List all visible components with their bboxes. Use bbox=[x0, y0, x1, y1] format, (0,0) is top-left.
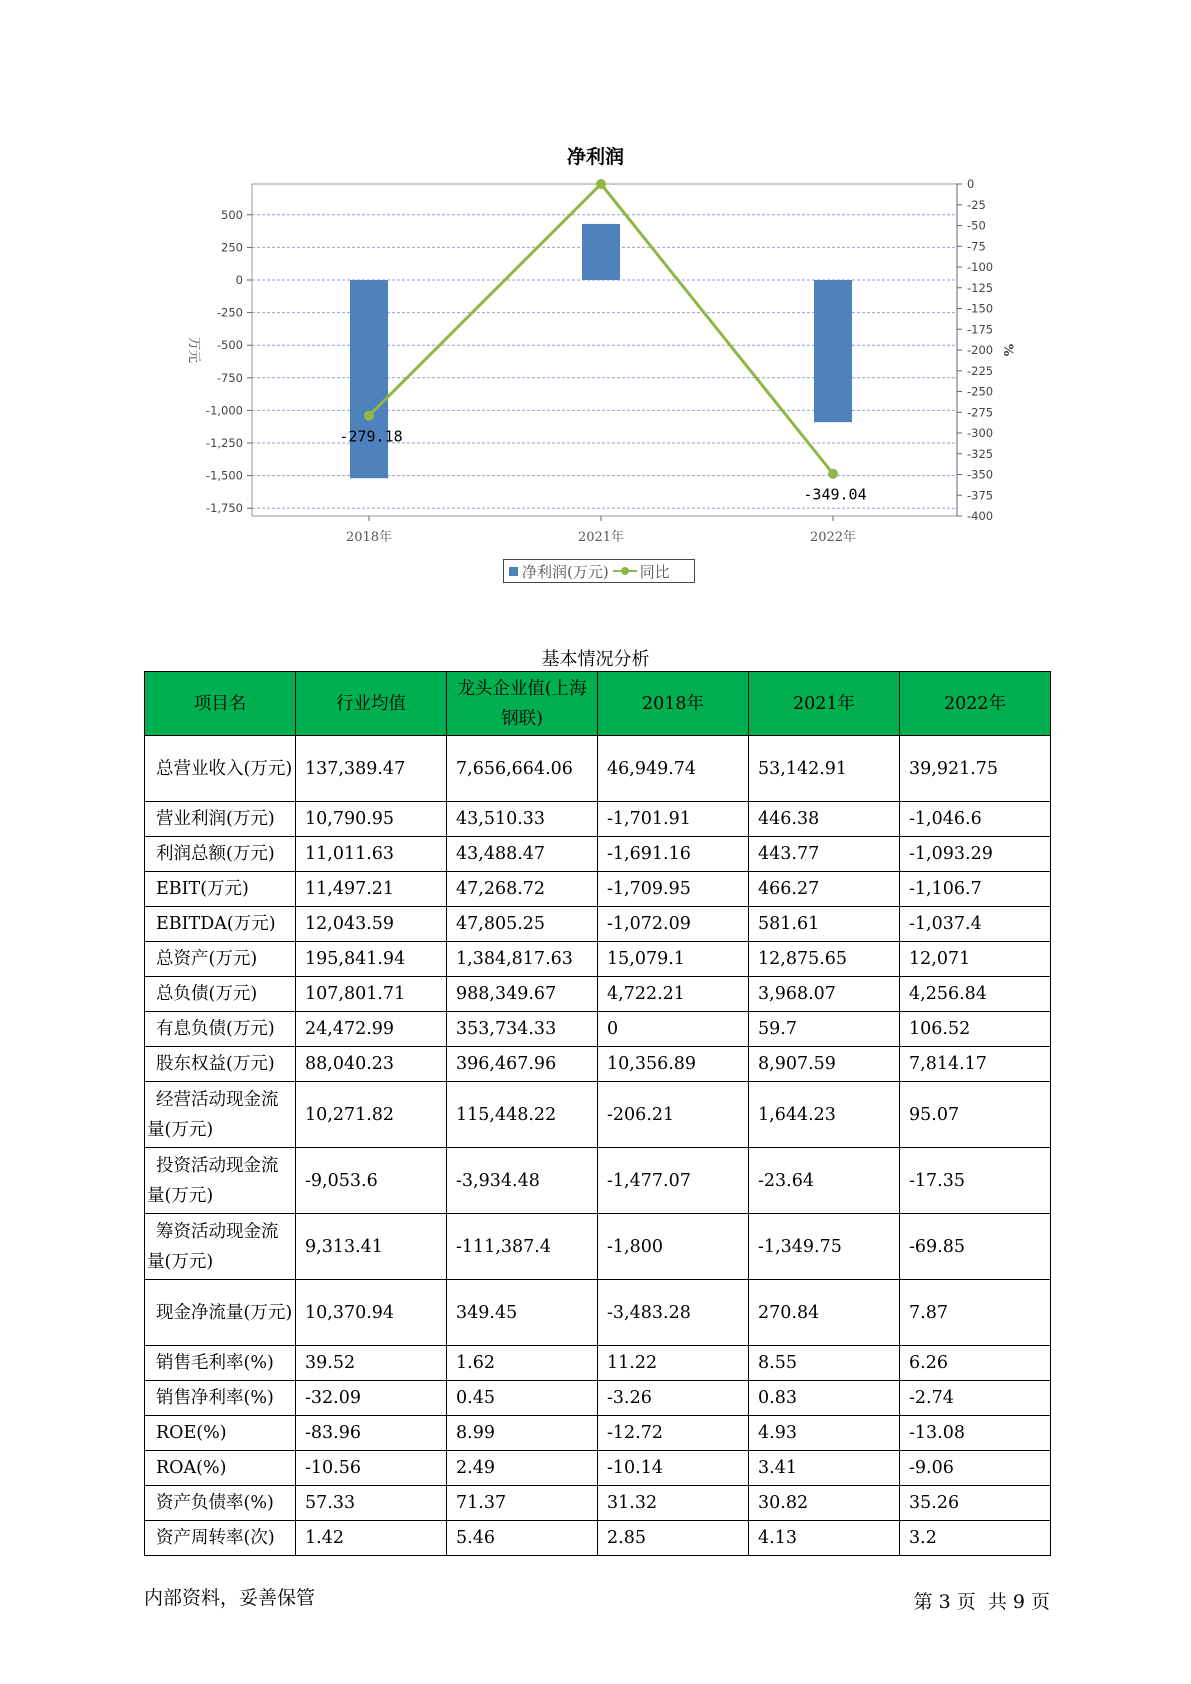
table-cell: -13.08 bbox=[900, 1416, 1051, 1451]
row-label: 经营活动现金流量(万元) bbox=[145, 1082, 296, 1148]
yoy-point-2021年 bbox=[596, 179, 606, 189]
table-cell: 1,644.23 bbox=[749, 1082, 900, 1148]
row-label: 销售净利率(%) bbox=[145, 1381, 296, 1416]
table-cell: -1,800 bbox=[598, 1214, 749, 1280]
row-label: 总负债(万元) bbox=[145, 977, 296, 1012]
table-cell: -3.26 bbox=[598, 1381, 749, 1416]
table-cell: 12,875.65 bbox=[749, 942, 900, 977]
table-cell: 39.52 bbox=[296, 1346, 447, 1381]
table-cell: -12.72 bbox=[598, 1416, 749, 1451]
table-row bbox=[145, 1451, 1051, 1486]
y2-tick-label: -200 bbox=[967, 343, 994, 357]
y2-tick-label: -400 bbox=[967, 509, 994, 523]
table-cell: 0.83 bbox=[749, 1381, 900, 1416]
table-cell: -1,046.6 bbox=[900, 802, 1051, 837]
row-label: 利润总额(万元) bbox=[145, 837, 296, 872]
table-cell: 0 bbox=[598, 1012, 749, 1047]
row-label: 投资活动现金流量(万元) bbox=[145, 1148, 296, 1214]
table-cell: 9,313.41 bbox=[296, 1214, 447, 1280]
table-cell: 349.45 bbox=[447, 1280, 598, 1346]
y-tick-label: -1,250 bbox=[205, 436, 243, 450]
y2-tick-label: -50 bbox=[967, 218, 986, 233]
table-cell: 24,472.99 bbox=[296, 1012, 447, 1047]
table-row bbox=[145, 872, 1051, 907]
table-cell: 137,389.47 bbox=[296, 736, 447, 802]
table-cell: 446.38 bbox=[749, 802, 900, 837]
table-row bbox=[145, 736, 1051, 802]
row-label: EBIT(万元) bbox=[145, 872, 296, 907]
table-cell: 1,384,817.63 bbox=[447, 942, 598, 977]
y-tick-label: -1,500 bbox=[205, 468, 243, 483]
table-cell: 5.46 bbox=[447, 1521, 598, 1556]
table-cell: 988,349.67 bbox=[447, 977, 598, 1012]
row-label: 股东权益(万元) bbox=[145, 1047, 296, 1082]
y2-tick-label: -225 bbox=[967, 363, 994, 378]
yoy-data-label: -279.18 bbox=[339, 427, 403, 446]
table-cell: -1,037.4 bbox=[900, 907, 1051, 942]
table-cell: 31.32 bbox=[598, 1486, 749, 1521]
legend-bar-label: 净利润(万元) bbox=[522, 562, 609, 581]
table-cell: 466.27 bbox=[749, 872, 900, 907]
table-cell: -111,387.4 bbox=[447, 1214, 598, 1280]
row-label: EBITDA(万元) bbox=[145, 907, 296, 942]
table-row bbox=[145, 1381, 1051, 1416]
yoy-point-2022年 bbox=[828, 469, 838, 479]
y-tick-label: 250 bbox=[221, 240, 243, 255]
table-row bbox=[145, 1280, 1051, 1346]
table-cell: 1.62 bbox=[447, 1346, 598, 1381]
table-cell: -32.09 bbox=[296, 1381, 447, 1416]
y-tick-label: -500 bbox=[216, 338, 243, 353]
table-cell: 10,370.94 bbox=[296, 1280, 447, 1346]
table-cell: 10,790.95 bbox=[296, 802, 447, 837]
table-row bbox=[145, 1416, 1051, 1451]
table-row bbox=[145, 977, 1051, 1012]
table-cell: -3,934.48 bbox=[447, 1148, 598, 1214]
table-cell: -23.64 bbox=[749, 1148, 900, 1214]
yoy-point-2018年 bbox=[364, 411, 374, 421]
table-cell: 4.93 bbox=[749, 1416, 900, 1451]
table-cell: -9,053.6 bbox=[296, 1148, 447, 1214]
table-row bbox=[145, 1486, 1051, 1521]
x-tick-label: 2022年 bbox=[809, 530, 857, 545]
net-profit-chart bbox=[0, 0, 1191, 600]
table-row bbox=[145, 1346, 1051, 1381]
y2-axis-title: % bbox=[1000, 343, 1015, 357]
table-cell: -17.35 bbox=[900, 1148, 1051, 1214]
table-title: 基本情况分析 bbox=[541, 649, 650, 670]
table-cell: 4,256.84 bbox=[900, 977, 1051, 1012]
bar-2018年 bbox=[350, 280, 388, 478]
footer-confidential-note: 内部资料，妥善保管 bbox=[144, 1587, 316, 1609]
table-cell: -1,349.75 bbox=[749, 1214, 900, 1280]
table-cell: 15,079.1 bbox=[598, 942, 749, 977]
table-row bbox=[145, 1148, 1051, 1214]
table-cell: -9.06 bbox=[900, 1451, 1051, 1486]
table-row bbox=[145, 907, 1051, 942]
table-cell: 43,488.47 bbox=[447, 837, 598, 872]
y2-tick-label: -25 bbox=[967, 197, 986, 212]
table-cell: -10.14 bbox=[598, 1451, 749, 1486]
table-cell: 12,071 bbox=[900, 942, 1051, 977]
table-cell: -1,106.7 bbox=[900, 872, 1051, 907]
y-tick-label: -1,750 bbox=[205, 501, 243, 516]
table-cell: 12,043.59 bbox=[296, 907, 447, 942]
table-header-row bbox=[145, 672, 1051, 736]
table-cell: 10,271.82 bbox=[296, 1082, 447, 1148]
table-cell: 43,510.33 bbox=[447, 802, 598, 837]
table-cell: 0.45 bbox=[447, 1381, 598, 1416]
y2-tick-label: -300 bbox=[967, 426, 994, 440]
table-cell: -1,691.16 bbox=[598, 837, 749, 872]
table-cell: 11,011.63 bbox=[296, 837, 447, 872]
legend-bar-swatch bbox=[509, 567, 518, 576]
table-cell: 443.77 bbox=[749, 837, 900, 872]
table-cell: 6.26 bbox=[900, 1346, 1051, 1381]
y2-tick-label: -275 bbox=[967, 405, 994, 420]
y2-tick-label: -100 bbox=[967, 260, 994, 274]
chart-legend bbox=[503, 559, 695, 583]
table-cell: 4,722.21 bbox=[598, 977, 749, 1012]
y-tick-label: -1,000 bbox=[205, 403, 243, 418]
row-label: ROA(%) bbox=[145, 1451, 296, 1486]
legend-line-label: 同比 bbox=[639, 562, 670, 581]
table-cell: 2.49 bbox=[447, 1451, 598, 1486]
y2-tick-label: -350 bbox=[967, 467, 994, 482]
table-cell: -1,072.09 bbox=[598, 907, 749, 942]
y2-tick-label: -75 bbox=[967, 239, 986, 254]
header-cell: 2021年 bbox=[749, 672, 900, 736]
header-cell: 2018年 bbox=[598, 672, 749, 736]
table-cell: 8,907.59 bbox=[749, 1047, 900, 1082]
table-cell: 115,448.22 bbox=[447, 1082, 598, 1148]
table-cell: 46,949.74 bbox=[598, 736, 749, 802]
table-row bbox=[145, 1012, 1051, 1047]
y2-tick-label: -375 bbox=[967, 488, 994, 503]
table-cell: 7,656,664.06 bbox=[447, 736, 598, 802]
table-cell: 106.52 bbox=[900, 1012, 1051, 1047]
x-tick-label: 2018年 bbox=[345, 530, 393, 545]
table-cell: -1,093.29 bbox=[900, 837, 1051, 872]
header-cell: 2022年 bbox=[900, 672, 1051, 736]
chart-title: 净利润 bbox=[566, 146, 624, 168]
y2-tick-label: -175 bbox=[967, 322, 994, 337]
table-cell: -69.85 bbox=[900, 1214, 1051, 1280]
row-label: 资产负债率(%) bbox=[145, 1486, 296, 1521]
row-label: 销售毛利率(%) bbox=[145, 1346, 296, 1381]
table-cell: 8.55 bbox=[749, 1346, 900, 1381]
analysis-table bbox=[144, 671, 1051, 1556]
row-label: 总资产(万元) bbox=[145, 942, 296, 977]
yoy-data-label: -349.04 bbox=[803, 485, 867, 504]
table-row bbox=[145, 837, 1051, 872]
table-cell: 195,841.94 bbox=[296, 942, 447, 977]
x-tick-label: 2021年 bbox=[577, 530, 625, 545]
table-cell: 270.84 bbox=[749, 1280, 900, 1346]
table-cell: 57.33 bbox=[296, 1486, 447, 1521]
table-cell: 95.07 bbox=[900, 1082, 1051, 1148]
table-cell: 4.13 bbox=[749, 1521, 900, 1556]
table-cell: -83.96 bbox=[296, 1416, 447, 1451]
table-cell: 396,467.96 bbox=[447, 1047, 598, 1082]
bar-2022年 bbox=[814, 280, 852, 422]
table-cell: 10,356.89 bbox=[598, 1047, 749, 1082]
table-row bbox=[145, 942, 1051, 977]
y2-tick-label: -125 bbox=[967, 280, 994, 295]
table-cell: 88,040.23 bbox=[296, 1047, 447, 1082]
table-cell: 107,801.71 bbox=[296, 977, 447, 1012]
table-cell: 11.22 bbox=[598, 1346, 749, 1381]
table-cell: 53,142.91 bbox=[749, 736, 900, 802]
table-cell: 353,734.33 bbox=[447, 1012, 598, 1047]
y-tick-label: -750 bbox=[216, 370, 243, 385]
row-label: 有息负债(万元) bbox=[145, 1012, 296, 1047]
y-tick-label: -250 bbox=[216, 305, 243, 320]
legend-line-swatch bbox=[613, 566, 637, 576]
table-cell: -10.56 bbox=[296, 1451, 447, 1486]
y-tick-label: 0 bbox=[235, 273, 243, 287]
table-cell: -2.74 bbox=[900, 1381, 1051, 1416]
table-cell: 47,805.25 bbox=[447, 907, 598, 942]
table-cell: 47,268.72 bbox=[447, 872, 598, 907]
table-cell: 71.37 bbox=[447, 1486, 598, 1521]
table-cell: -1,477.07 bbox=[598, 1148, 749, 1214]
table-cell: -206.21 bbox=[598, 1082, 749, 1148]
table-cell: 11,497.21 bbox=[296, 872, 447, 907]
table-cell: 39,921.75 bbox=[900, 736, 1051, 802]
table-cell: 2.85 bbox=[598, 1521, 749, 1556]
table-cell: -3,483.28 bbox=[598, 1280, 749, 1346]
table-cell: 8.99 bbox=[447, 1416, 598, 1451]
table-cell: 35.26 bbox=[900, 1486, 1051, 1521]
row-label: 总营业收入(万元) bbox=[145, 736, 296, 802]
table-cell: 30.82 bbox=[749, 1486, 900, 1521]
table-cell: 3.2 bbox=[900, 1521, 1051, 1556]
row-label: 资产周转率(次) bbox=[145, 1521, 296, 1556]
y2-tick-label: -250 bbox=[967, 384, 994, 399]
header-cell: 龙头企业值(上海钢联) bbox=[447, 672, 598, 736]
row-label: 筹资活动现金流量(万元) bbox=[145, 1214, 296, 1280]
y2-tick-label: 0 bbox=[967, 177, 975, 191]
table-row bbox=[145, 1521, 1051, 1556]
table-cell: 3,968.07 bbox=[749, 977, 900, 1012]
table-cell: 7,814.17 bbox=[900, 1047, 1051, 1082]
table-row bbox=[145, 1047, 1051, 1082]
table-cell: 3.41 bbox=[749, 1451, 900, 1486]
table-row bbox=[145, 1082, 1051, 1148]
y2-tick-label: -150 bbox=[967, 301, 994, 316]
table-cell: -1,701.91 bbox=[598, 802, 749, 837]
table-cell: 581.61 bbox=[749, 907, 900, 942]
row-label: 营业利润(万元) bbox=[145, 802, 296, 837]
y-tick-label: 500 bbox=[221, 207, 243, 222]
header-cell: 行业均值 bbox=[296, 672, 447, 736]
table-cell: 59.7 bbox=[749, 1012, 900, 1047]
y-axis-title: 万元 bbox=[186, 336, 201, 364]
table-cell: 1.42 bbox=[296, 1521, 447, 1556]
table-cell: -1,709.95 bbox=[598, 872, 749, 907]
row-label: ROE(%) bbox=[145, 1416, 296, 1451]
table-cell: 7.87 bbox=[900, 1280, 1051, 1346]
row-label: 现金净流量(万元) bbox=[145, 1280, 296, 1346]
header-cell: 项目名 bbox=[145, 672, 296, 736]
bar-2021年 bbox=[582, 224, 620, 280]
footer-page-number: 第 3 页 共 9 页 bbox=[913, 1591, 1050, 1613]
table-row bbox=[145, 1214, 1051, 1280]
y2-tick-label: -325 bbox=[967, 446, 994, 461]
table-row bbox=[145, 802, 1051, 837]
